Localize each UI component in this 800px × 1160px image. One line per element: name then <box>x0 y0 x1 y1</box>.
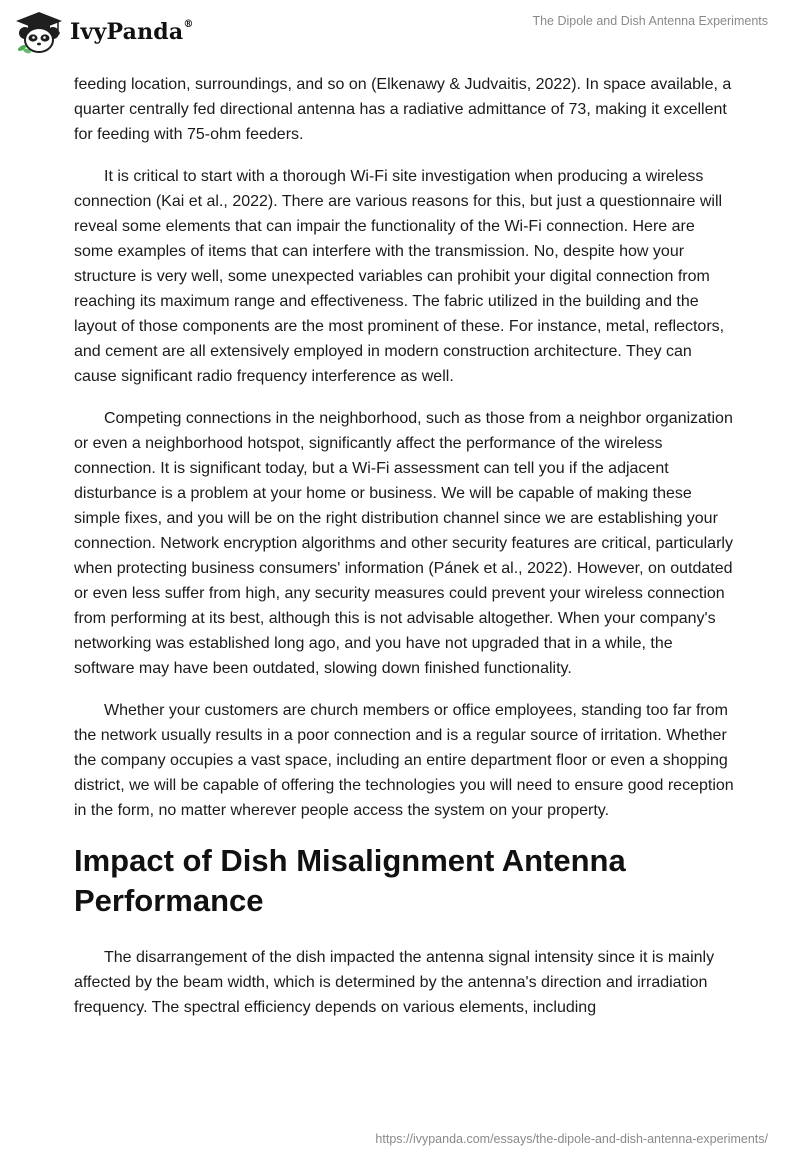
paragraph-wifi-site-investigation: It is critical to start with a thorough Wi-Fi site investigation when producing a wireless connection (Kai et al., 2022). There are various reasons for this, but just a questionnaire will reveal some elements that can impair the functionality of the Wi-Fi connection. Here are some examples of items that can interfere with the transmission. No, despite how your structure is very well, some unexpected variables can prohibit your digital connection from reaching its maximum range and effectiveness. The fabric utilized in the building and the layout of those components are the most prominent of these. For instance, metal, reflectors, and cement are all extensively employed in modern construction architecture. They can cause significant radio frequency interference as well. <box>74 168 725 385</box>
page-header <box>0 0 800 70</box>
paragraph-dish-misalignment: The disarrangement of the dish impacted the antenna signal intensity since it is mainly affected by the beam width, which is determined by the antenna's direction and irradiation frequency. The spectral efficiency depends on various elements, including <box>74 949 715 1016</box>
document-title: The Dipole and Dish Antenna Experiments <box>532 14 768 28</box>
brand-name: IvyPanda® <box>70 18 194 45</box>
panda-graduate-icon <box>14 10 64 54</box>
section-heading: Impact of Dish Misalignment Antenna Performance <box>74 843 626 918</box>
paragraph-continuation: feeding location, surroundings, and so on (Elkenawy & Judvaitis, 2022). In space available, a quarter centrally fed directional antenna has a radiative admittance of 73, making it excellent for feeding with 75-ohm feeders. <box>74 76 732 143</box>
essay-body <box>74 72 734 1037</box>
brand-logo[interactable] <box>14 8 194 56</box>
paragraph-competing-connections: Competing connections in the neighborhood, such as those from a neighbor organization or even a neighborhood hotspot, significantly affect the performance of the wireless connection. It is significant today, but a Wi-Fi assessment can tell you if the adjacent disturbance is a problem at your home or business. We will be capable of making these simple fixes, and you will be on the right distribution channel since we are establishing your connection. Network encryption algorithms and other security features are critical, particularly when protecting business consumers' information (Pánek et al., 2022). However, on outdated or even less suffer from high, any security measures could prevent your wireless connection from performing at its best, although this is not advisable altogether. When your company's networking was established long ago, and you have not upgraded that in a while, the software may have been outdated, slowing down finished functionality. <box>74 410 733 677</box>
paragraph-customer-distance: Whether your customers are church members or office employees, standing too far from the network usually results in a poor connection and is a regular source of irritation. Whether the company occupies a vast space, including an entire department floor or even a shopping district, we will be capable of offering the technologies you will need to ensure good reception in the form, no matter wherever people access the system on your property. <box>74 702 734 819</box>
source-url[interactable]: https://ivypanda.com/essays/the-dipole-and-dish-antenna-experiments/ <box>375 1132 768 1146</box>
